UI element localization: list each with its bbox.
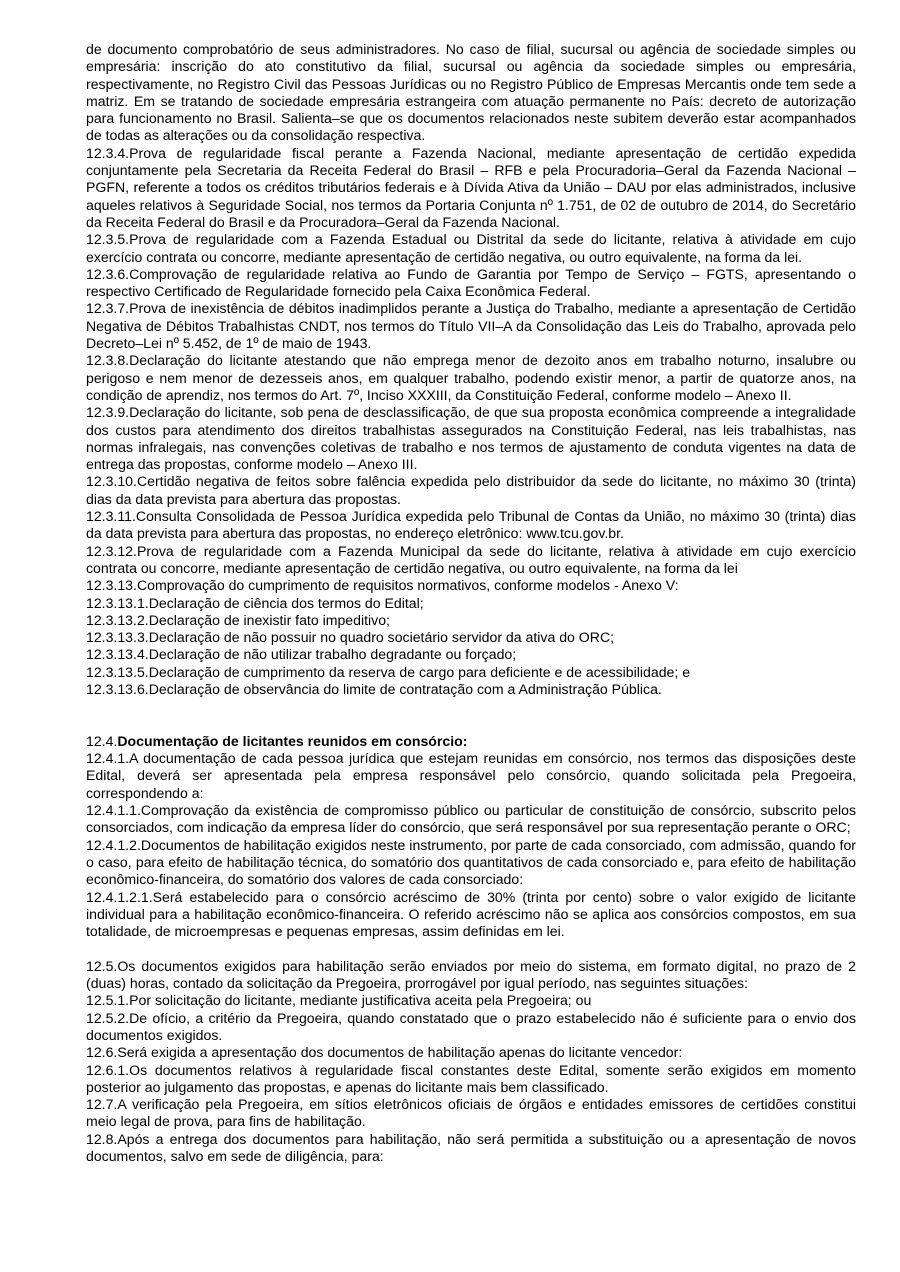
paragraph-12-3-10: 12.3.10.Certidão negativa de feitos sobre falência expedida pelo distribuidor da sede do licitante, no máximo 30 (trinta) dias da data prevista para abertura das propostas.	[86, 473, 856, 507]
paragraph-12-3-13-4: 12.3.13.4.Declaração de não utilizar trabalho degradante ou forçado;	[86, 646, 517, 663]
paragraph-12-3-8: 12.3.8.Declaração do licitante atestando que não emprega menor de dezoito anos em trabalho noturno, insalubre ou perigoso e nem menor de dezesseis anos, em qualquer trabalho, podendo existir menor, a partir de quatorze anos, na condição de aprendiz, nos termos do Art. 7º, Inciso XXXIII, da Constituição Federal, conforme modelo – Anexo II.	[86, 352, 856, 403]
paragraph-12-3-11: 12.3.11.Consulta Consolidada de Pessoa Jurídica expedida pelo Tribunal de Contas da União, no máximo 30 (trinta) dias da data prevista para abertura das propostas, no endereço eletrônico: www.tcu.gov.br.	[86, 508, 856, 542]
paragraph-12-8: 12.8.Após a entrega dos documentos para habilitação, não será permitida a substituição ou a apresentação de novos documentos, salvo em sede de diligência, para:	[86, 1130, 856, 1164]
paragraph-12-3-5: 12.3.5.Prova de regularidade com a Fazenda Estadual ou Distrital da sede do licitante, relativa à atividade em cujo exercício contrata ou concorre, mediante apresentação de certidão negativa, ou outro equivalente, na forma da lei.	[86, 231, 856, 265]
paragraph-12-4-1-2: 12.4.1.2.Documentos de habilitação exigidos neste instrumento, por parte de cada consorciado, com admissão, quando for o caso, para efeito de habilitação técnica, do somatório dos quantitativos de cada consorciado e, para efeito de habilitação econômico-financeira, do somatório dos valores de cada consorciado:	[86, 836, 856, 888]
paragraph-12-3-13-2: 12.3.13.2.Declaração de inexistir fato impeditivo;	[86, 611, 390, 628]
paragraph-12-3-7: 12.3.7.Prova de inexistência de débitos inadimplidos perante a Justiça do Trabalho, mediante a apresentação de Certidão Negativa de Débitos Trabalhistas CNDT, nos termos do Título VII–A da Consolidação das Leis do Trabalho, aprovada pelo Decreto–Lei nº 5.452, de 1º de maio de 1943.	[86, 300, 856, 352]
paragraph-12-3-13-1: 12.3.13.1.Declaração de ciência dos termos do Edital;	[86, 594, 424, 611]
paragraph-12-3-12: 12.3.12.Prova de regularidade com a Fazenda Municipal da sede do licitante, relativa à atividade em cujo exercício contrata ou concorre, mediante apresentação de certidão negativa, ou outro equivalente, na forma da lei	[86, 542, 856, 576]
blank-space	[86, 940, 856, 957]
paragraph-12-4-1-2-1: 12.4.1.2.1.Será estabelecido para o consórcio acréscimo de 30% (trinta por cento) sobre o valor exigido de licitante individual para a habilitação econômico-financeira. O referido acréscimo não se aplica aos consórcios compostos, em sua totalidade, de microempresas e pequenas empresas, assim definidas em lei.	[86, 888, 856, 940]
paragraph-12-3-6: 12.3.6.Comprovação de regularidade relativa ao Fundo de Garantia por Tempo de Serviço – FGTS, apresentando o respectivo Certificado de Regularidade fornecido pela Caixa Econômica Federal.	[86, 265, 856, 300]
paragraph-12-5: 12.5.Os documentos exigidos para habilitação serão enviados por meio do sistema, em formato digital, no prazo de 2 (duas) horas, contado da solicitação da Pregoeira, prorrogável por igual período, nas seguintes situações:	[86, 957, 856, 992]
paragraph-12-3-9: 12.3.9.Declaração do licitante, sob pena de desclassificação, de que sua proposta econômica compreende a integralidade dos custos para atendimento dos direitos trabalhistas assegurados na Constituição Federal, nas leis trabalhistas, nas normas infralegais, nas convenções coletivas de trabalho e nos termos de ajustamento de conduta vigentes na data de entrega das propostas, conforme modelo – Anexo III.	[86, 404, 856, 473]
paragraph-12-5-1: 12.5.1.Por solicitação do licitante, mediante justificativa aceita pela Pregoeira; ou	[86, 992, 592, 1009]
paragraph-intro: de documento comprobatório de seus administradores. No caso de filial, sucursal ou agência de sociedade simples ou empresária: inscrição do ato constitutivo da filial, sucursal ou agência da sociedade simples ou empresária, respectivamente, no Registro Civil das Pessoas Jurídicas ou no Registro Público de Empresas Mercantis onde tem sede a matriz. Em se tratando de sociedade empresária estrangeira com atuação permanente no País: decreto de autorização para funcionamento no Brasil. Salienta–se que os documentos relacionados neste subitem deverão estar acompanhados de todas as alterações ou da consolidação respectiva.	[86, 41, 856, 144]
paragraph-12-7: 12.7.A verificação pela Pregoeira, em sítios eletrônicos oficiais de órgãos e entidades emissores de certidões constitui meio legal de prova, para fins de habilitação.	[86, 1096, 856, 1130]
paragraph-12-6: 12.6.Será exigida a apresentação dos documentos de habilitação apenas do licitante vencedor:	[86, 1044, 683, 1061]
paragraph-12-4-1-1: 12.4.1.1.Comprovação da existência de compromisso público ou particular de constituição de consórcio, subscrito pelos consorciados, com indicação da empresa líder do consórcio, que será responsável por sua representação perante o ORC;	[86, 802, 856, 836]
paragraph-12-3-13-5: 12.3.13.5.Declaração de cumprimento da reserva de cargo para deficiente e de acessibilidade; e	[86, 663, 691, 680]
paragraph-12-3-13-3: 12.3.13.3.Declaração de não possuir no quadro societário servidor da ativa do ORC;	[86, 629, 615, 646]
blank-space	[86, 698, 856, 733]
paragraph-12-3-13-6: 12.3.13.6.Declaração de observância do limite de contratação com a Administração Pública.	[86, 680, 662, 697]
section-number: 12.4.	[86, 732, 118, 749]
paragraph-12-6-1: 12.6.1.Os documentos relativos à regularidade fiscal constantes deste Edital, somente serão exigidos em momento posterior ao julgamento das propostas, e apenas do licitante mais bem classificado.	[86, 1061, 856, 1095]
paragraph-12-4-1: 12.4.1.A documentação de cada pessoa jurídica que estejam reunidas em consórcio, nos termos das disposições deste Edital, deverá ser apresentada pela empresa responsável pelo consórcio, quando solicitada pela Pregoeira, correspondendo a:	[86, 750, 856, 801]
section-heading-12-4	[86, 733, 856, 750]
paragraph-12-3-13: 12.3.13.Comprovação do cumprimento de requisitos normativos, conforme modelos - Anexo V:	[86, 577, 679, 594]
paragraph-12-5-2: 12.5.2.De ofício, a critério da Pregoeira, quando constatado que o prazo estabelecido não é suficiente para o envio dos documentos exigidos.	[86, 1009, 856, 1043]
section-title: Documentação de licitantes reunidos em consórcio:	[117, 732, 468, 749]
paragraph-12-3-4: 12.3.4.Prova de regularidade fiscal perante a Fazenda Nacional, mediante apresentação de certidão expedida conjuntamente pela Secretaria da Receita Federal do Brasil – RFB e pela Procuradoria–Geral da Fazenda Nacional – PGFN, referente a todos os créditos tributários federais e à Dívida Ativa da União – DAU por elas administrados, inclusive aqueles relativos à Seguridade Social, nos termos da Portaria Conjunta nº 1.751, de 02 de outubro de 2014, do Secretário da Receita Federal do Brasil e da Procuradora–Geral da Fazenda Nacional.	[86, 144, 856, 230]
document-page	[86, 41, 856, 1165]
